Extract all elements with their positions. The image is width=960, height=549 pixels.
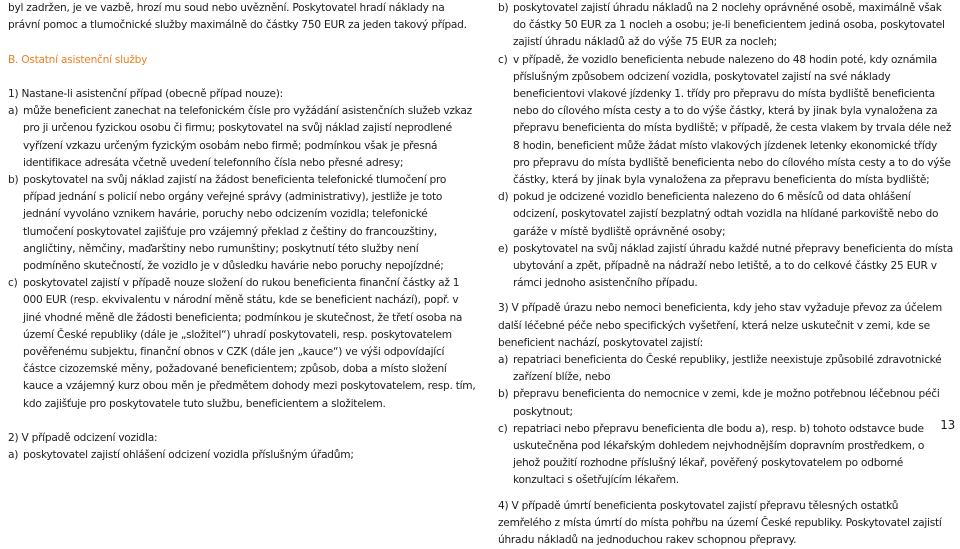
list-item (498, 52, 953, 190)
item-marker: a) (498, 354, 509, 367)
item-marker: e) (498, 242, 509, 255)
item-marker: c) (8, 277, 18, 290)
list-item (498, 241, 953, 293)
point-2-heading: 2) V případě odcizení vozidla: (8, 432, 158, 445)
list-item (498, 0, 953, 52)
point-3-heading: 3) V případě úrazu nebo nemoci beneficienta, kdy jeho stav vyžaduje převoz za účelem další léčebné péče nebo specifických vyšetření, která nelze uskutečnit v zemi, kde se beneficient nachází, poskytovatel zajistí: (498, 302, 942, 349)
point-4-paragraph: 4) V případě úmrtí beneficienta poskytovatel zajistí přepravu tělesných ostatků zemřelého z místa úmrtí do místa pohřbu na území České republiky. Poskytovatel zajistí úhradu nákladů na jednoduchou rakev schopnou přepravy. (498, 499, 942, 547)
point-1-heading: 1) Nastane-li asistenční případ (obecně případ nouze): (8, 87, 283, 100)
item-marker: b) (498, 388, 509, 401)
item-text: může beneficient zanechat na telefonickém čísle pro vyžádání asistenčních služeb vzkaz pro ji určenou fyzickou osobu či firmu; poskytovatel na svůj náklad zajistí neprodlené vyřízení vzkazu určeným fyzickým osobám nebo firmě; podmínkou však je přesná identifikace adresáta včetně uvedení telefonního čísla nebo přesné adresy; (23, 105, 472, 169)
item-text: poskytovatel na svůj náklad zajistí úhradu každé nutné přepravy beneficienta do místa ubytování a zpět, případně na nádraží nebo letiště, a to do celkové částky 25 EUR v rámci jednoho asistenčního případu. (513, 242, 953, 290)
item-text: poskytovatel zajistí v případě nouze složení do rukou beneficienta finanční částky až 1 000 EUR (resp. ekvivalentu v národní měně státu, kde se beneficient nachází), popř. v jiné vhodné měně dle žádosti beneficienta; podmínkou je skutečnost, že třetí osoba na území České republiky (dále je „složitel“) uhradí poskytovateli, resp. poskytovatelem pověřenému subjektu, finanční obnos v CZK (dále jen „kauce“) ve výši odpovídající částce cizozemské měny, požadované beneficientem; způsob, doba a místo složení kauce a vzájemný kurz obou měn je předmětem dohody mezi poskytovatelem, resp. tím, kdo zajišťuje pro poskytovatele tuto službu, beneficientem a složitelem. (23, 277, 476, 410)
item-text: repatriaci nebo přepravu beneficienta dle bodu a), resp. b) tohoto odstavce bude uskutečněna pod lékařským dohledem nejvhodnějším dopravním prostředkem, o jehož použití rozhodne příslušný lékař, pověřený poskytovatelem po odborné konzultaci s ošetřujícím lékařem. (513, 422, 925, 487)
item-marker: a) (8, 105, 19, 118)
list-item (498, 386, 953, 420)
page-number: 13 (940, 417, 955, 432)
intro-paragraph: byl zadržen, je ve vazbě, hrozí mu soud nebo uvěznění. Poskytovatel hradí náklady na právní pomoc a tlumočnické služby maximálně do částky 750 EUR za jeden takový případ. (8, 2, 467, 32)
right-column (498, 0, 953, 549)
item-marker: a) (8, 449, 19, 462)
item-text: pokud je odcizené vozidlo beneficienta nalezeno do 6 měsíců od data ohlášení odcizení, poskytovatel zajistí bezplatný odtah vozidla na hlídané parkoviště nebo do garáže v místě bydliště oprávněné osoby; (513, 191, 939, 238)
section-heading: B. Ostatní asistenční služby (8, 53, 148, 66)
list-item (498, 421, 953, 490)
item-text: poskytovatel zajistí úhradu nákladů na 2 noclehy oprávněné osobě, maximálně však do částky 50 EUR za 1 nocleh a osobu; je-li beneficientem jediná osoba, poskytovatel zajistí úhradu nákladů až do výše 75 EUR za nocleh; (513, 2, 945, 49)
item-marker: d) (498, 191, 509, 204)
list-item (8, 275, 478, 413)
item-marker: c) (498, 422, 508, 435)
item-text: repatriaci beneficienta do České republiky, jestliže neexistuje způsobilé zdravotnické zařízení blíže, nebo (513, 354, 942, 384)
item-text: v případě, že vozidlo beneficienta nebude nalezeno do 48 hodin poté, kdy oznámila příslušným způsobem odcizení vozidla, poskytovatel zajistí na své náklady beneficientovi vlakové jízdenky 1. třídy pro přepravu do místa bydliště beneficienta nebo do cílového místa cesty a to do výše částky, která by jinak byla vynaložena za přepravu beneficienta do místa bydliště; v případě, že cesta vlakem by trvala déle než 8 hodin, beneficient může žádat místo vlakových jízdenek letenky ekonomické třídy pro přepravu do místa bydliště beneficienta nebo do cílového místa cesty a to do výše částky, která by jinak byla vynaložena za přepravu beneficienta do místa bydliště; (513, 53, 952, 187)
item-text: poskytovatel zajistí ohlášení odcizení vozidla příslušným úřadům; (23, 449, 354, 462)
list-item (498, 189, 953, 241)
list-item (8, 103, 478, 172)
item-marker: b) (498, 2, 509, 14)
item-marker: b) (8, 174, 19, 186)
list-item (8, 172, 478, 275)
item-marker: c) (498, 53, 508, 66)
item-text: poskytovatel na svůj náklad zajistí na žádost beneficienta telefonické tlumočení pro případ jednání s policií nebo orgány veřejné správy (administrativy), jestliže je toto jednání vyvoláno vznikem havárie, poruchy nebo odcizením vozidla; telefonické tlumočení poskytovatel zajišťuje pro vzájemný překlad z češtiny do francouzštiny, angličtiny, němčiny, maďarštiny nebo rumunštiny; poskytnutí této služby není podmíněno skutečností, že vozidlo je v důsledku havárie nebo poruchy nepojízdné; (23, 174, 447, 273)
list-item (8, 447, 478, 464)
left-column (8, 0, 478, 464)
list-item (498, 352, 953, 386)
item-text: přepravu beneficienta do nemocnice v zemi, kde je možno potřebnou léčebnou péči poskytnout; (513, 388, 940, 418)
